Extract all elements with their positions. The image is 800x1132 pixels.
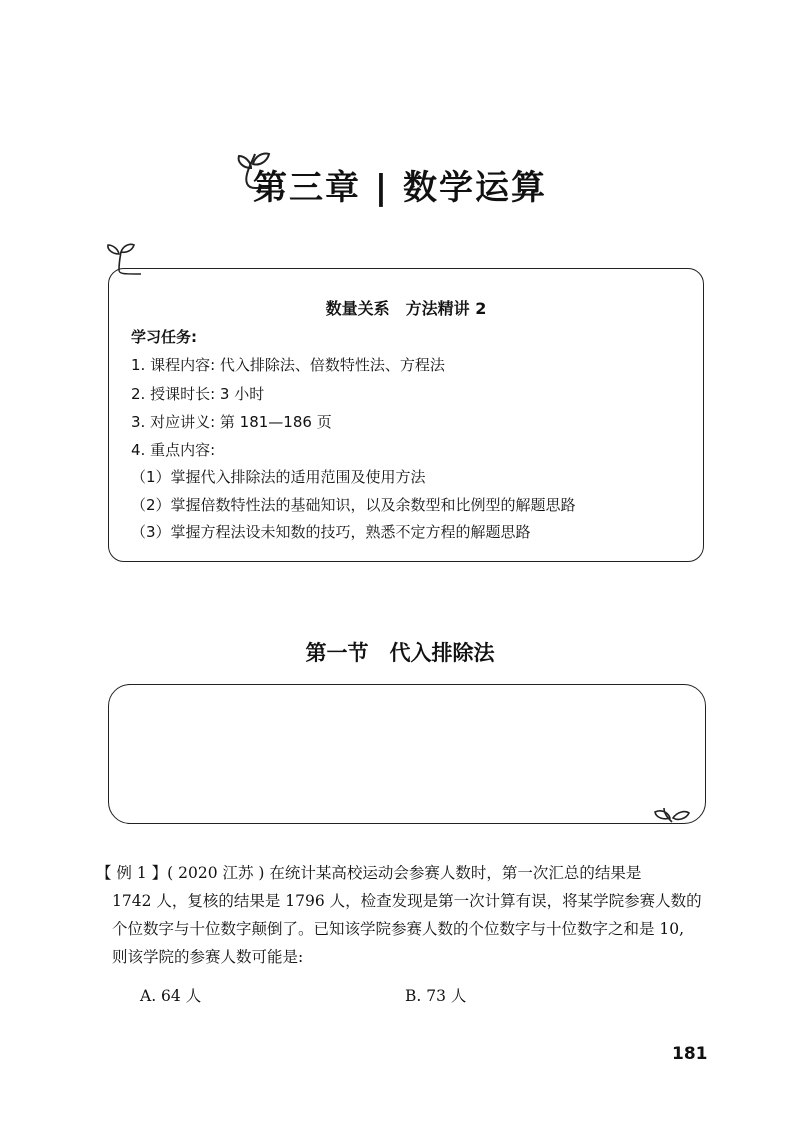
task-line: （3）掌握方程法设未知数的技巧，熟悉不定方程的解题思路 (131, 523, 531, 541)
chapter-title: 第三章 | 数学运算 (252, 168, 548, 208)
task-line: 1. 课程内容: 代入排除法、倍数特性法、方程法 (131, 356, 445, 374)
question-line: 个位数字与十位数字颠倒了。已知该学院参赛人数的个位数字与十位数字之和是 10, (112, 920, 685, 938)
task-line: （1）掌握代入排除法的适用范围及使用方法 (131, 468, 426, 486)
question-line: 【 例 1 】( 2020 江苏 ) 在统计某高校运动会参赛人数时，第一次汇总的结果是 (96, 864, 642, 882)
task-line: 3. 对应讲义: 第 181—186 页 (131, 413, 332, 431)
box-heading: 数量关系 方法精讲 2 (325, 299, 487, 318)
task-line: 2. 授课时长: 3 小时 (131, 385, 265, 403)
question-line: 则该学院的参赛人数可能是: (112, 948, 304, 966)
task-line: 4. 重点内容: (131, 441, 216, 459)
section-box (108, 684, 706, 824)
option-a: A. 64 人 (140, 987, 202, 1005)
option-b: B. 73 人 (405, 987, 467, 1005)
sprout-icon (101, 236, 141, 276)
page-number: 181 (672, 1044, 708, 1064)
question-line: 1742 人，复核的结果是 1796 人，检查发现是第一次计算有误，将某学院参赛人数的 (112, 892, 702, 910)
task-line: （2）掌握倍数特性法的基础知识，以及余数型和比例型的解题思路 (131, 496, 576, 514)
study-task-label: 学习任务: (131, 328, 197, 346)
sprout-icon (652, 800, 692, 826)
section-title: 第一节 代入排除法 (305, 641, 495, 665)
